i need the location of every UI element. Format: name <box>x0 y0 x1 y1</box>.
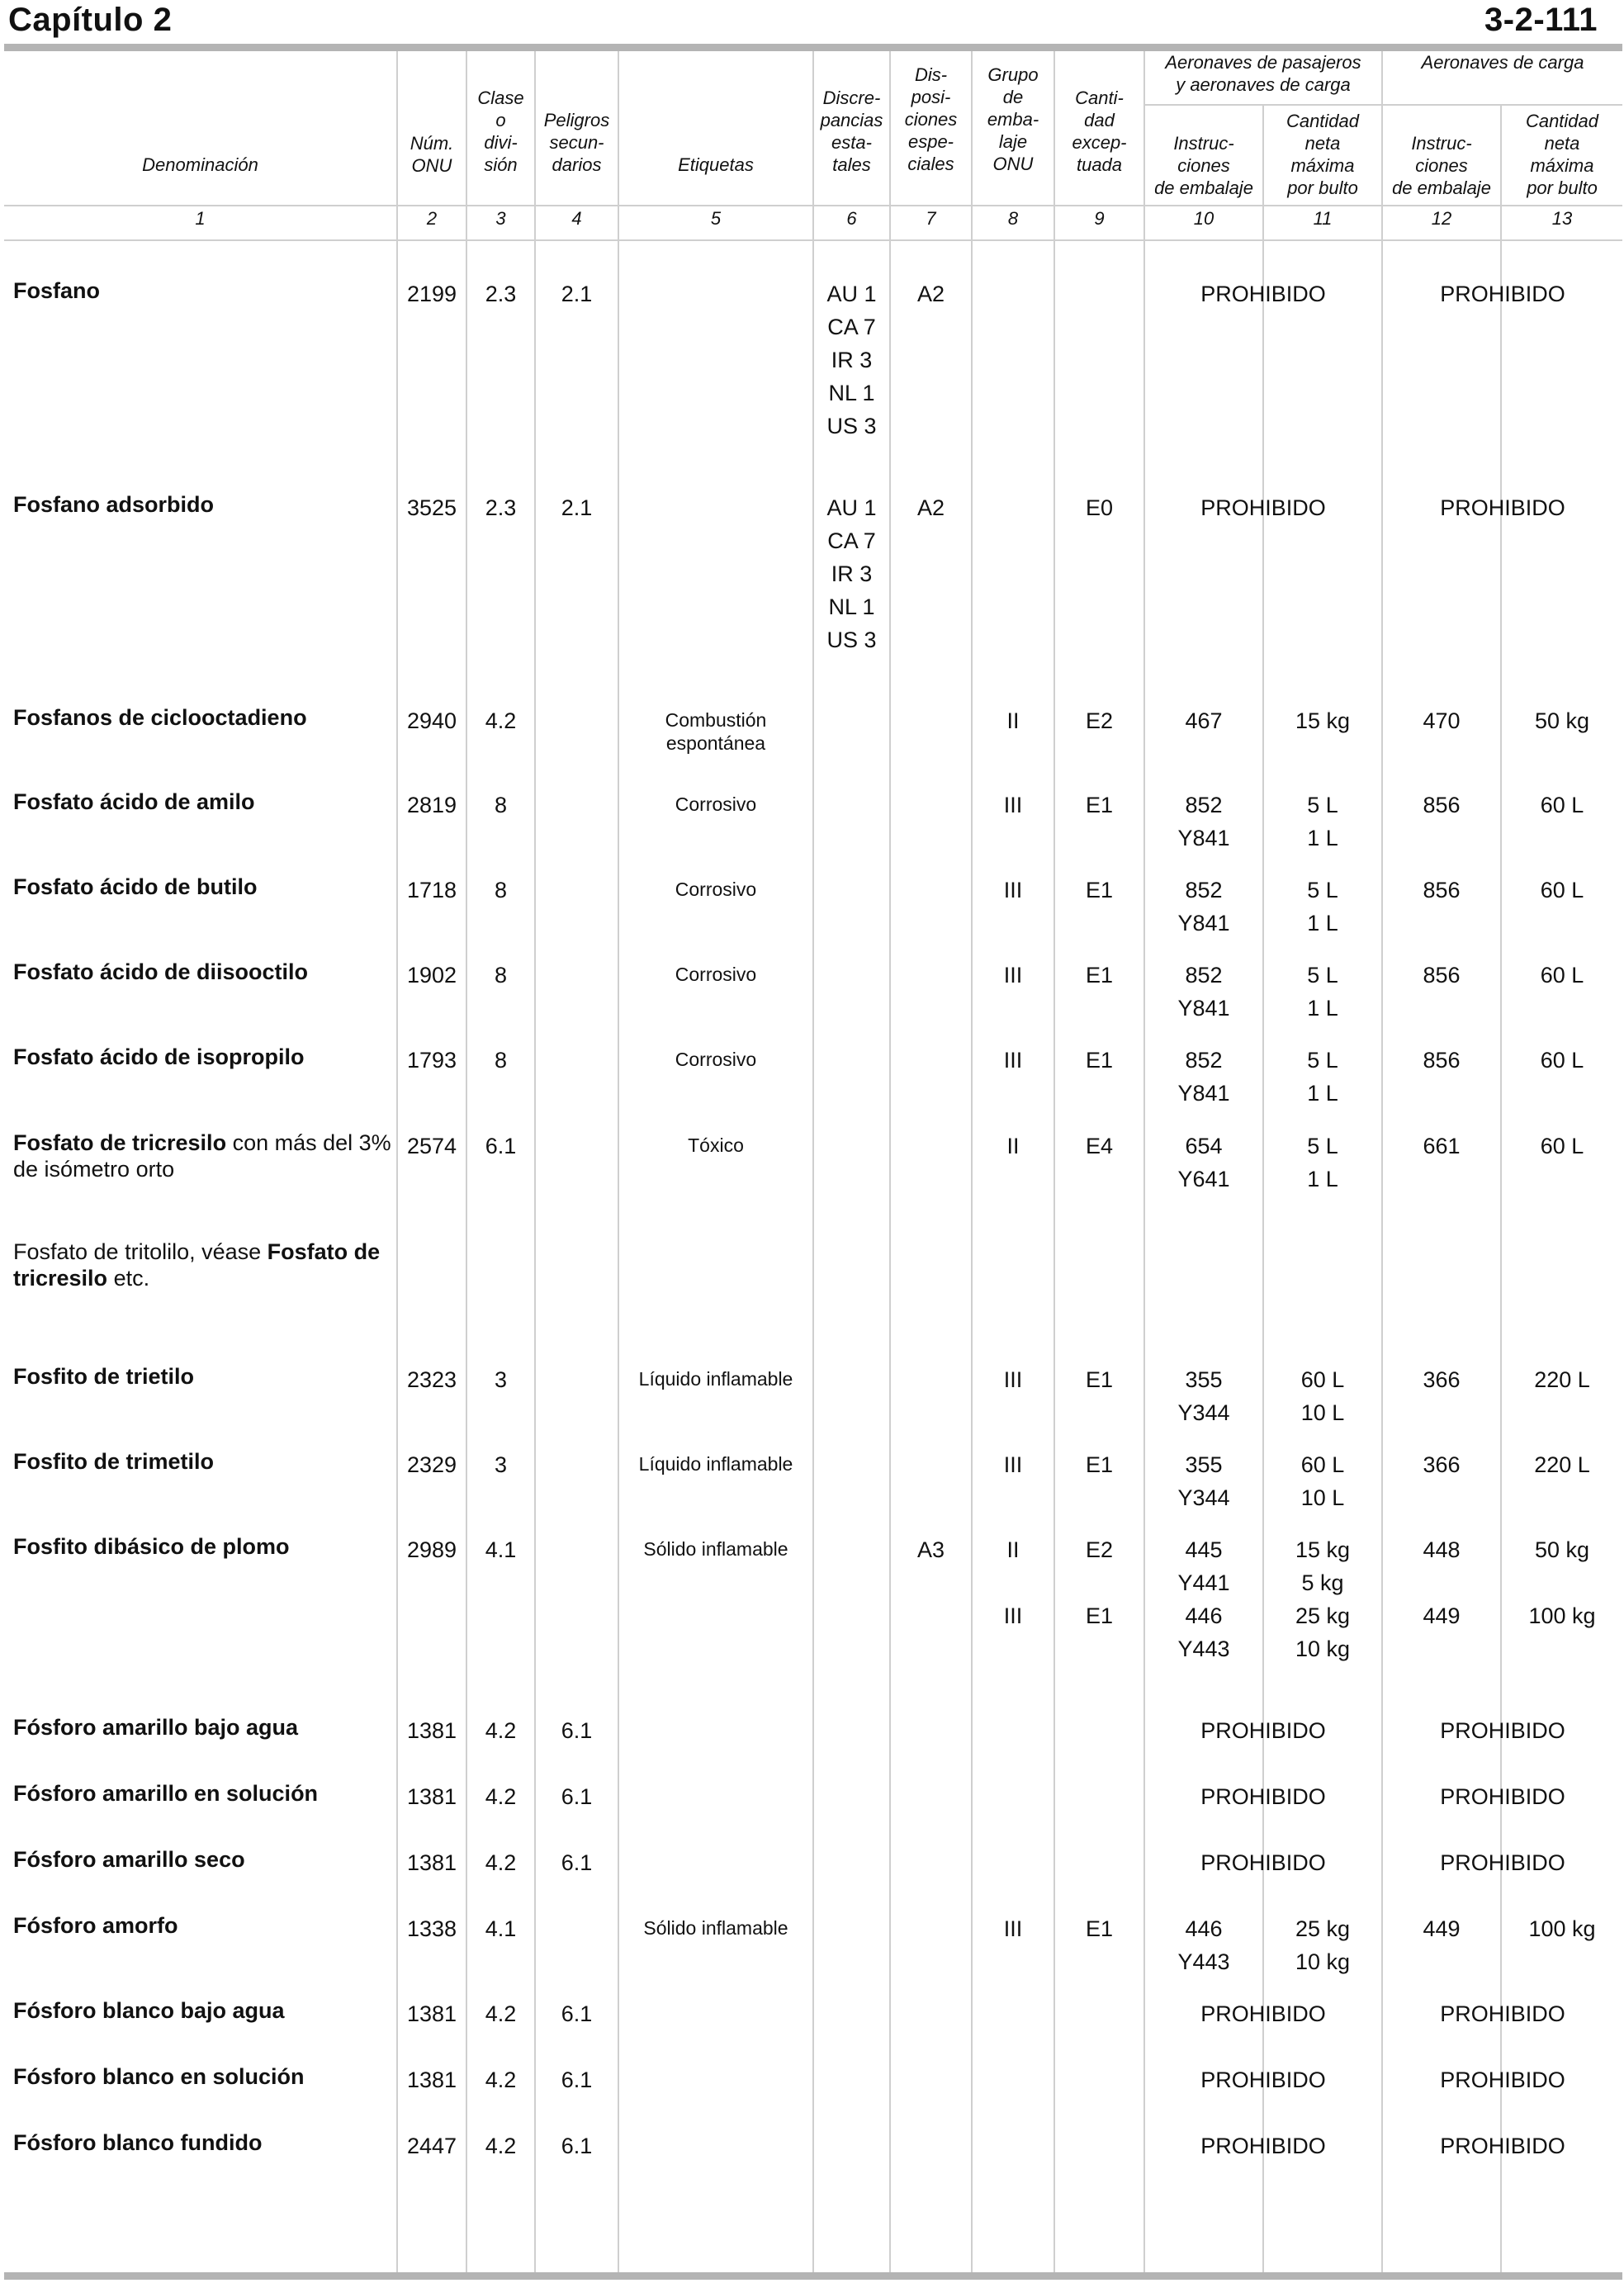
substance-name <box>13 491 393 518</box>
column-number: 3 <box>495 208 506 229</box>
substance-name <box>13 704 393 731</box>
pax-packing-instruction: 852 Y841 <box>1177 963 1230 1021</box>
substance-name-bold: Fosfito de trimetilo <box>13 1449 214 1474</box>
pax-max-net-quantity: 15 kg 5 kg 25 kg 10 kg <box>1295 1537 1351 1661</box>
label: Sólido inflamable <box>643 1538 788 1560</box>
substance-name-bold: Fosfito de trietilo <box>13 1364 194 1389</box>
class-division: 6.1 <box>485 1134 517 1158</box>
chapter-title: Capítulo 2 <box>8 2 173 38</box>
un-number: 1381 <box>406 2001 457 2026</box>
pax-packing-instruction: 852 Y841 <box>1177 1048 1230 1106</box>
pax-max-net-quantity: 5 L 1 L <box>1307 1048 1338 1106</box>
cargo-max-net-quantity: 60 L <box>1540 793 1584 817</box>
special-provisions: A3 <box>916 1537 945 1562</box>
substance-name <box>13 277 393 304</box>
un-number: 1381 <box>406 1718 457 1743</box>
packing-group: III <box>1003 1367 1023 1392</box>
packing-group: III <box>1003 1452 1023 1477</box>
col-divider-12 <box>1500 105 1502 2272</box>
cargo-packing-instruction: 366 <box>1423 1452 1461 1477</box>
substance-name <box>13 1997 393 2024</box>
label: Tóxico <box>688 1134 744 1156</box>
forbidden-passenger: PROHIBIDO <box>1200 1718 1326 1743</box>
header-carga-group: Aeronaves de carga <box>1421 52 1584 73</box>
packing-group: III <box>1003 878 1023 902</box>
column-number: 4 <box>571 208 582 229</box>
subsidiary-hazard: 6.1 <box>561 2134 593 2158</box>
pax-packing-instruction: 355 Y344 <box>1177 1452 1230 1510</box>
class-division: 2.3 <box>485 282 517 306</box>
label: Corrosivo <box>675 879 757 900</box>
substance-name-bold: Fosfanos de ciclooctadieno <box>13 705 307 730</box>
forbidden-cargo: PROHIBIDO <box>1440 1784 1565 1809</box>
forbidden-cargo: PROHIBIDO <box>1440 2134 1565 2158</box>
subsidiary-hazard: 6.1 <box>561 2067 593 2092</box>
substance-name-bold: Fósforo amarillo en solución <box>13 1781 319 1806</box>
substance-name-text: con más del 3% de isómetro orto <box>13 1130 391 1182</box>
cargo-packing-instruction: 856 <box>1423 963 1461 988</box>
substance-name-bold: Fósforo blanco fundido <box>13 2130 263 2155</box>
state-variations: AU 1 CA 7 IR 3 NL 1 US 3 <box>826 495 877 652</box>
substance-name <box>13 789 393 815</box>
subsidiary-hazard: 6.1 <box>561 1850 593 1875</box>
cargo-max-net-quantity: 50 kg <box>1534 708 1590 733</box>
forbidden-passenger: PROHIBIDO <box>1200 282 1326 306</box>
forbidden-passenger: PROHIBIDO <box>1200 1784 1326 1809</box>
substance-name-bold: Fósforo blanco bajo agua <box>13 1998 285 2023</box>
excepted-quantity: E1 <box>1085 963 1114 988</box>
substance-name-text: Fosfato de tritolilo, véase <box>13 1239 268 1264</box>
top-rule <box>4 44 1622 51</box>
pax-max-net-quantity: 15 kg <box>1295 708 1351 733</box>
class-division: 4.2 <box>485 2067 517 2092</box>
packing-group: II III <box>1003 1537 1023 1628</box>
forbidden-cargo: PROHIBIDO <box>1440 282 1565 306</box>
substance-name-bold: Fosfito dibásico de plomo <box>13 1534 290 1559</box>
label: Líquido inflamable <box>638 1453 793 1475</box>
pax-packing-instruction: 355 Y344 <box>1177 1367 1230 1425</box>
substance-name <box>13 1044 393 1070</box>
packing-group: II <box>1006 1134 1020 1158</box>
col-divider-3 <box>534 51 536 2272</box>
forbidden-cargo: PROHIBIDO <box>1440 2067 1565 2092</box>
excepted-quantity: E1 <box>1085 1367 1114 1392</box>
header-peligros: Peligros secun- darios <box>543 110 610 175</box>
substance-name <box>13 1846 393 1873</box>
special-provisions: A2 <box>916 282 945 306</box>
cargo-max-net-quantity: 60 L <box>1540 1048 1584 1073</box>
column-number: 1 <box>195 208 206 229</box>
forbidden-cargo: PROHIBIDO <box>1440 2001 1565 2026</box>
excepted-quantity: E1 <box>1085 793 1114 817</box>
pax-max-net-quantity: 60 L 10 L <box>1300 1367 1345 1425</box>
pax-max-net-quantity: 60 L 10 L <box>1300 1452 1345 1510</box>
pax-packing-instruction: 654 Y641 <box>1177 1134 1230 1191</box>
label: Combustión espontánea <box>665 709 767 754</box>
packing-group: II <box>1006 708 1020 733</box>
class-division: 8 <box>494 1048 508 1073</box>
subsidiary-hazard: 6.1 <box>561 1718 593 1743</box>
un-number: 1381 <box>406 1784 457 1809</box>
substance-name <box>13 1130 393 1182</box>
forbidden-passenger: PROHIBIDO <box>1200 495 1326 520</box>
class-division: 4.2 <box>485 1850 517 1875</box>
column-number: 7 <box>926 208 936 229</box>
header-instrucciones-pasajeros: Instruc- ciones de embalaje <box>1154 133 1253 198</box>
substance-name-bold: Fosfato ácido de isopropilo <box>13 1044 305 1069</box>
cargo-max-net-quantity: 220 L <box>1534 1452 1590 1477</box>
substance-name <box>13 959 393 985</box>
excepted-quantity: E0 <box>1085 495 1114 520</box>
pax-packing-instruction: 445 Y441 446 Y443 <box>1177 1537 1230 1661</box>
cargo-max-net-quantity: 60 L <box>1540 878 1584 902</box>
substance-name <box>13 1780 393 1807</box>
header-cantidad-carga: Cantidad neta máxima por bulto <box>1525 111 1599 198</box>
class-division: 3 <box>494 1452 508 1477</box>
substance-name <box>13 874 393 900</box>
substance-name-bold: Fosfano <box>13 278 100 303</box>
cargo-packing-instruction: 366 <box>1423 1367 1461 1392</box>
excepted-quantity: E2 E1 <box>1085 1537 1114 1628</box>
header-denominacion: Denominación <box>142 154 258 175</box>
group-header-divider <box>1143 104 1622 106</box>
class-division: 4.2 <box>485 708 517 733</box>
pax-packing-instruction: 467 <box>1185 708 1223 733</box>
subsidiary-hazard: 6.1 <box>561 1784 593 1809</box>
un-number: 2989 <box>406 1537 457 1562</box>
header-grupo: Grupo de emba- laje ONU <box>987 64 1039 174</box>
un-number: 2329 <box>406 1452 457 1477</box>
forbidden-passenger: PROHIBIDO <box>1200 2134 1326 2158</box>
page-number: 3-2-111 <box>1484 2 1598 38</box>
class-division: 8 <box>494 878 508 902</box>
cargo-max-net-quantity: 100 kg <box>1528 1916 1596 1941</box>
header-disposiciones: Dis- posi- ciones espe- ciales <box>904 64 958 174</box>
subsidiary-hazard: 2.1 <box>561 495 593 520</box>
col-divider-6 <box>889 51 891 2272</box>
packing-group: III <box>1003 963 1023 988</box>
excepted-quantity: E1 <box>1085 1916 1114 1941</box>
column-number: 10 <box>1193 208 1214 229</box>
header-instrucciones-carga: Instruc- ciones de embalaje <box>1392 133 1491 198</box>
pax-max-net-quantity: 5 L 1 L <box>1307 963 1338 1021</box>
substance-name <box>13 1448 393 1475</box>
cargo-max-net-quantity: 60 L <box>1540 963 1584 988</box>
label: Líquido inflamable <box>638 1368 793 1390</box>
label: Sólido inflamable <box>643 1917 788 1939</box>
substance-name-bold: Fosfato de tricresilo <box>13 1130 227 1155</box>
cargo-packing-instruction: 448 449 <box>1423 1537 1461 1628</box>
substance-name-bold: Fosfato ácido de butilo <box>13 874 258 899</box>
un-number: 1338 <box>406 1916 457 1941</box>
substance-name <box>13 1912 393 1939</box>
un-number: 1718 <box>406 878 457 902</box>
forbidden-cargo: PROHIBIDO <box>1440 1718 1565 1743</box>
substance-name <box>13 2063 393 2090</box>
substance-name-bold: Fosfato ácido de amilo <box>13 789 255 814</box>
un-number: 2447 <box>406 2134 457 2158</box>
un-number: 1381 <box>406 2067 457 2092</box>
class-division: 4.2 <box>485 2134 517 2158</box>
un-number: 2940 <box>406 708 457 733</box>
class-division: 8 <box>494 963 508 988</box>
cargo-packing-instruction: 661 <box>1423 1134 1461 1158</box>
pax-max-net-quantity: 25 kg 10 kg <box>1295 1916 1351 1974</box>
un-number: 1902 <box>406 963 457 988</box>
forbidden-passenger: PROHIBIDO <box>1200 2067 1326 2092</box>
substance-name <box>13 1533 393 1560</box>
class-division: 2.3 <box>485 495 517 520</box>
class-division: 4.1 <box>485 1537 517 1562</box>
header-clase: Clase o divi- sión <box>477 88 524 175</box>
column-number: 12 <box>1431 208 1452 229</box>
class-division: 8 <box>494 793 508 817</box>
excepted-quantity: E1 <box>1085 878 1114 902</box>
label: Corrosivo <box>675 1049 757 1070</box>
un-number: 2323 <box>406 1367 457 1392</box>
header-cantidad-exceptuada: Canti- dad excep- tuada <box>1072 88 1127 175</box>
header-pasajeros-group: Aeronaves de pasajeros y aeronaves de carga <box>1165 52 1361 95</box>
cargo-max-net-quantity: 60 L <box>1540 1134 1584 1158</box>
state-variations: AU 1 CA 7 IR 3 NL 1 US 3 <box>826 282 877 438</box>
cargo-packing-instruction: 856 <box>1423 878 1461 902</box>
un-number: 2574 <box>406 1134 457 1158</box>
cargo-packing-instruction: 470 <box>1423 708 1461 733</box>
un-number: 3525 <box>406 495 457 520</box>
label: Corrosivo <box>675 964 757 985</box>
un-number: 1381 <box>406 1850 457 1875</box>
forbidden-passenger: PROHIBIDO <box>1200 2001 1326 2026</box>
pax-max-net-quantity: 5 L 1 L <box>1307 793 1338 850</box>
packing-group: III <box>1003 793 1023 817</box>
packing-group: III <box>1003 1916 1023 1941</box>
substance-name-bold: Fosfano adsorbido <box>13 492 214 517</box>
class-division: 3 <box>494 1367 508 1392</box>
class-division: 4.1 <box>485 1916 517 1941</box>
substance-name <box>13 1363 393 1390</box>
cargo-packing-instruction: 856 <box>1423 793 1461 817</box>
special-provisions: A2 <box>916 495 945 520</box>
label: Corrosivo <box>675 793 757 815</box>
subsidiary-hazard: 2.1 <box>561 282 593 306</box>
pax-max-net-quantity: 5 L 1 L <box>1307 878 1338 935</box>
bottom-rule <box>4 2272 1622 2280</box>
substance-name-bold: Fósforo amorfo <box>13 1913 178 1938</box>
un-number: 2819 <box>406 793 457 817</box>
substance-name-bold: Fosfato de tricresilo <box>13 1239 381 1291</box>
forbidden-cargo: PROHIBIDO <box>1440 1850 1565 1875</box>
substance-name-bold: Fósforo amarillo seco <box>13 1847 245 1872</box>
column-number: 8 <box>1007 208 1019 229</box>
forbidden-cargo: PROHIBIDO <box>1440 495 1565 520</box>
substance-name-text: etc. <box>107 1266 150 1291</box>
un-number: 1793 <box>406 1048 457 1073</box>
pax-packing-instruction: 852 Y841 <box>1177 878 1230 935</box>
substance-name-bold: Fósforo amarillo bajo agua <box>13 1715 299 1740</box>
column-number: 2 <box>426 208 438 229</box>
substance-name <box>13 1239 393 1291</box>
cargo-packing-instruction: 856 <box>1423 1048 1461 1073</box>
column-number: 11 <box>1313 208 1333 229</box>
substance-name-bold: Fósforo blanco en solución <box>13 2064 305 2089</box>
class-division: 4.2 <box>485 1718 517 1743</box>
cargo-max-net-quantity: 220 L <box>1534 1367 1590 1392</box>
header-etiquetas: Etiquetas <box>678 154 754 175</box>
column-number: 5 <box>710 208 722 229</box>
packing-group: III <box>1003 1048 1023 1073</box>
header-num-onu: Núm. ONU <box>410 133 454 176</box>
class-division: 4.2 <box>485 2001 517 2026</box>
forbidden-passenger: PROHIBIDO <box>1200 1850 1326 1875</box>
excepted-quantity: E2 <box>1085 708 1114 733</box>
substance-name <box>13 2129 393 2156</box>
column-number: 9 <box>1094 208 1105 229</box>
excepted-quantity: E1 <box>1085 1452 1114 1477</box>
column-number: 6 <box>846 208 857 229</box>
un-number: 2199 <box>406 282 457 306</box>
pax-max-net-quantity: 5 L 1 L <box>1307 1134 1338 1191</box>
header-cantidad-pasajeros: Cantidad neta máxima por bulto <box>1285 111 1360 198</box>
cargo-max-net-quantity: 50 kg 100 kg <box>1528 1537 1596 1628</box>
pax-packing-instruction: 852 Y841 <box>1177 793 1230 850</box>
excepted-quantity: E4 <box>1085 1134 1114 1158</box>
subsidiary-hazard: 6.1 <box>561 2001 593 2026</box>
excepted-quantity: E1 <box>1085 1048 1114 1073</box>
header-discrepancias: Discre- pancias esta- tales <box>820 88 883 175</box>
cargo-packing-instruction: 449 <box>1423 1916 1461 1941</box>
substance-name <box>13 1714 393 1741</box>
pax-packing-instruction: 446 Y443 <box>1177 1916 1230 1974</box>
substance-name-bold: Fosfato ácido de diisooctilo <box>13 959 309 984</box>
column-number: 13 <box>1551 208 1573 229</box>
class-division: 4.2 <box>485 1784 517 1809</box>
